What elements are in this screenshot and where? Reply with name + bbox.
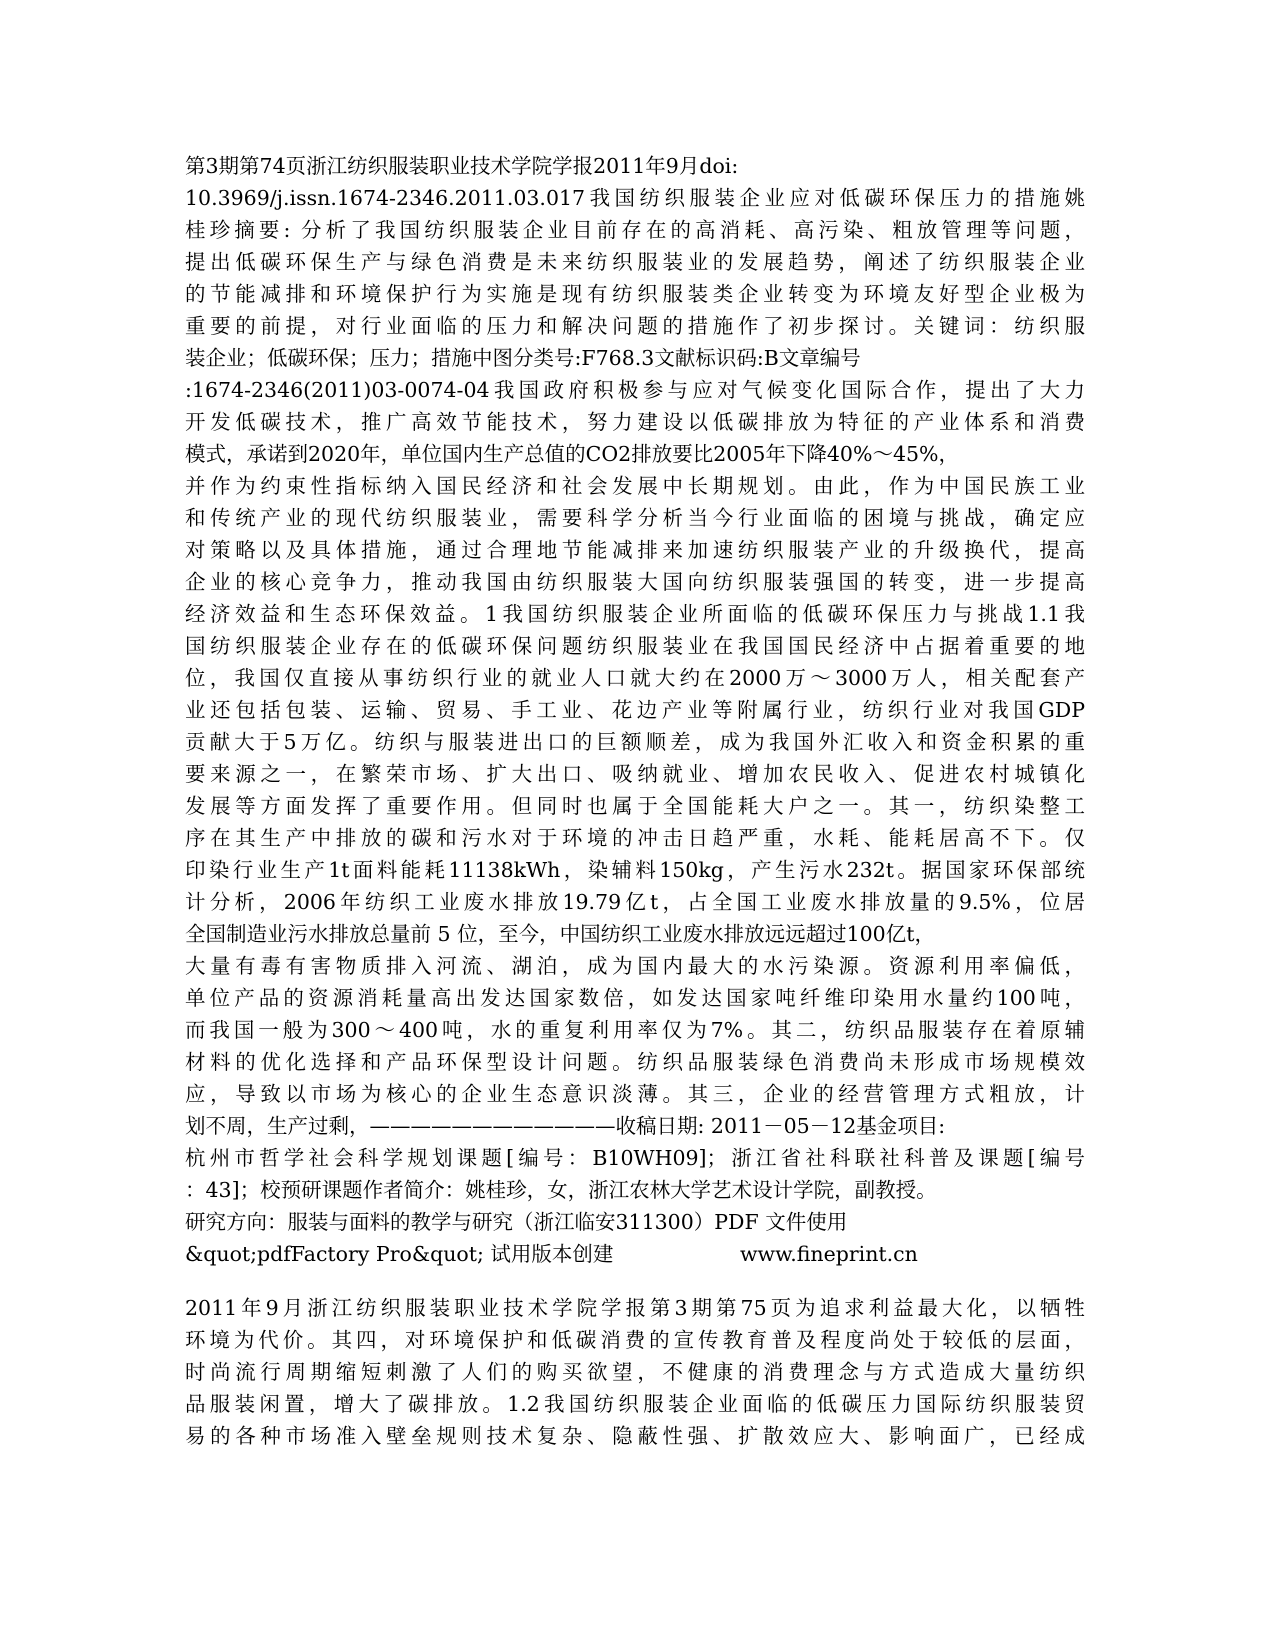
text-line: 经济效益和生态环保效益。1我国纺织服装企业所面临的低碳环保压力与挑战1.1我 xyxy=(185,602,1085,626)
text-line: 大量有毒有害物质排入河流、湖泊，成为国内最大的水污染源。资源利用率偏低， xyxy=(185,954,1085,978)
text-line: 研究方向：服装与面料的教学与研究（浙江临安311300）PDF 文件使用 xyxy=(185,1210,848,1234)
text-line: 提出低碳环保生产与绿色消费是未来纺织服装业的发展趋势，阐述了纺织服装企业 xyxy=(185,250,1085,274)
text-line: 要来源之一，在繁荣市场、扩大出口、吸纳就业、增加农民收入、促进农村城镇化 xyxy=(185,762,1085,786)
text-line: 单位产品的资源消耗量高出发达国家数倍，如发达国家吨纤维印染用水量约100吨， xyxy=(185,986,1085,1010)
text-line: 第3期第74页浙江纺织服装职业技术学院学报2011年9月doi: xyxy=(185,154,739,178)
text-line: 易的各种市场准入壁垒规则技术复杂、隐蔽性强、扩散效应大、影响面广，已经成 xyxy=(185,1424,1085,1448)
text-line: 贡献大于5万亿。纺织与服装进出口的巨额顺差，成为我国外汇收入和资金积累的重 xyxy=(185,730,1085,754)
text-line: 发展等方面发挥了重要作用。但同时也属于全国能耗大户之一。其一，纺织染整工 xyxy=(185,794,1085,818)
pdf-footer-creator: &quot;pdfFactory Pro&quot; 试用版本创建 xyxy=(185,1242,614,1266)
text-line: 10.3969/j.issn.1674-2346.2011.03.017我国纺织服装企业应对低碳环保压力的措施姚 xyxy=(185,186,1085,210)
text-block-page-74 xyxy=(185,150,1085,1270)
text-line: 重要的前提，对行业面临的压力和解决问题的措施作了初步探讨。关键词：纺织服 xyxy=(185,314,1085,338)
text-line: 装企业；低碳环保；压力；措施中图分类号:F768.3文献标识码:B文章编号 xyxy=(185,346,861,370)
text-line: 2011年9月浙江纺织服装职业技术学院学报第3期第75页为追求利益最大化，以牺牲 xyxy=(185,1296,1085,1320)
pdf-footer xyxy=(185,1238,1085,1270)
text-line: 而我国一般为300～400吨，水的重复利用率仅为7%。其二，纺织品服装存在着原辅 xyxy=(185,1018,1085,1042)
text-line: 应，导致以市场为核心的企业生态意识淡薄。其三，企业的经营管理方式粗放，计 xyxy=(185,1082,1085,1106)
text-line: 杭州市哲学社会科学规划课题[编号：B10WH09]；浙江省社科联社科普及课题[编号 xyxy=(185,1146,1085,1170)
text-line: 企业的核心竞争力，推动我国由纺织服装大国向纺织服装强国的转变，进一步提高 xyxy=(185,570,1085,594)
text-line: 位，我国仅直接从事纺织行业的就业人口就大约在2000万～3000万人，相关配套产 xyxy=(185,666,1085,690)
pdf-footer-url: www.fineprint.cn xyxy=(740,1242,918,1266)
text-line: 时尚流行周期缩短刺激了人们的购买欲望，不健康的消费理念与方式造成大量纺织 xyxy=(185,1360,1085,1384)
text-line: 国纺织服装企业存在的低碳环保问题纺织服装业在我国国民经济中占据着重要的地 xyxy=(185,634,1085,658)
text-line: 和传统产业的现代纺织服装业，需要科学分析当今行业面临的困境与挑战，确定应 xyxy=(185,506,1085,530)
text-block-page-75 xyxy=(185,1292,1085,1452)
text-line: 桂珍摘要: 分析了我国纺织服装企业目前存在的高消耗、高污染、粗放管理等问题， xyxy=(185,218,1085,242)
text-line: 全国制造业污水排放总量前 5 位，至今，中国纺织工业废水排放远远超过100亿t， xyxy=(185,922,935,946)
text-line: 序在其生产中排放的碳和污水对于环境的冲击日趋严重，水耗、能耗居高不下。仅 xyxy=(185,826,1085,850)
text-line: 并作为约束性指标纳入国民经济和社会发展中长期规划。由此，作为中国民族工业 xyxy=(185,474,1085,498)
text-line: 的节能减排和环境保护行为实施是现有纺织服装类企业转变为环境友好型企业极为 xyxy=(185,282,1085,306)
text-line: 业还包括包装、运输、贸易、手工业、花边产业等附属行业，纺织行业对我国GDP xyxy=(185,698,1085,722)
text-line: 划不周，生产过剩，————————————收稿日期: 2011－05－12基金项目: xyxy=(185,1114,946,1138)
text-line: 开发低碳技术，推广高效节能技术，努力建设以低碳排放为特征的产业体系和消费 xyxy=(185,410,1085,434)
text-line: 计分析，2006年纺织工业废水排放19.79亿t，占全国工业废水排放量的9.5%，位居 xyxy=(185,890,1085,914)
text-line: 品服装闲置，增大了碳排放。1.2我国纺织服装企业面临的低碳压力国际纺织服装贸 xyxy=(185,1392,1085,1416)
text-line: ：43]；校预研课题作者简介：姚桂珍，女，浙江农林大学艺术设计学院，副教授。 xyxy=(185,1178,937,1202)
text-line: 印染行业生产1t面料能耗11138kWh，染辅料150kg，产生污水232t。据国家环保部统 xyxy=(185,858,1085,882)
text-line: 材料的优化选择和产品环保型设计问题。纺织品服装绿色消费尚未形成市场规模效 xyxy=(185,1050,1085,1074)
text-line: 对策略以及具体措施，通过合理地节能减排来加速纺织服装产业的升级换代，提高 xyxy=(185,538,1085,562)
text-line: :1674-2346(2011)03-0074-04我国政府积极参与应对气候变化国际合作，提出了大力 xyxy=(185,378,1085,402)
text-line: 环境为代价。其四，对环境保护和低碳消费的宣传教育普及程度尚处于较低的层面， xyxy=(185,1328,1085,1352)
text-line: 模式，承诺到2020年，单位国内生产总值的CO2排放要比2005年下降40%～45%， xyxy=(185,442,960,466)
